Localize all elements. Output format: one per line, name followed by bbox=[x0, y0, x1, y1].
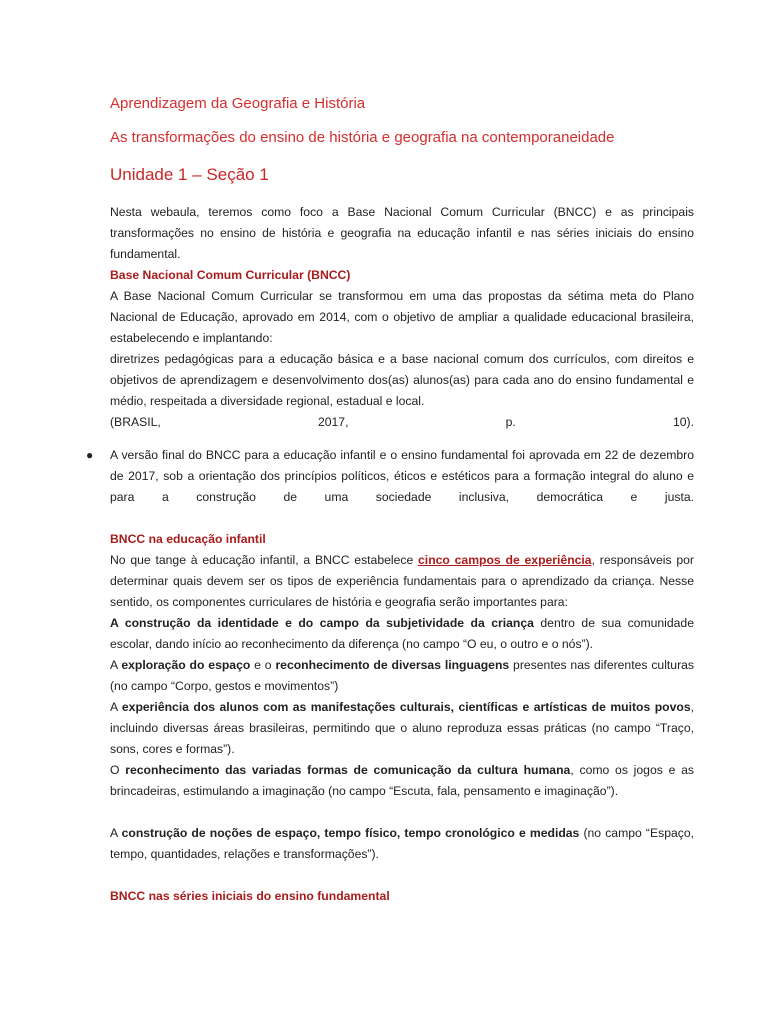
infantil-item-2: A exploração do espaço e o reconhecimento de diversas linguagens presentes nas diferentes culturas (no campo “Corpo, gestos e movimentos”) bbox=[110, 658, 695, 693]
document-subtitle: As transformações do ensino de história e geografia na contemporaneidade bbox=[110, 129, 615, 146]
infantil-item-4: O reconhecimento das variadas formas de comunicação da cultura humana, como os jogos e as brincadeiras, estimulando a imaginação (no campo “Escuta, fala, pensamento e imaginação”). bbox=[110, 763, 695, 798]
infantil-item-1: A construção da identidade e do campo da subjetividade da criança dentro de sua comunidade escolar, dando início ao reconhecimento da diferença (no campo “O eu, o outro e o nós”). bbox=[110, 616, 694, 651]
bullet-item bbox=[86, 445, 694, 508]
unit-heading: Unidade 1 – Seção 1 bbox=[110, 165, 269, 184]
campos-link[interactable]: cinco campos de experiência bbox=[418, 553, 592, 567]
infantil-item-3: A experiência dos alunos com as manifestações culturais, científicas e artísticas de muitos povos, incluindo diversas áreas brasileiras, permitindo que o aluno reproduza essas práticas (no campo “Traço, sons, cores e formas”). bbox=[110, 700, 694, 756]
intro-paragraph: Nesta webaula, teremos como foco a Base Nacional Comum Curricular (BNCC) e as principais transformações no ensino de história e geografia na educação infantil e nas séries iniciais do ensino fundamental. bbox=[110, 205, 694, 261]
fundamental-heading: BNCC nas séries iniciais do ensino fundamental bbox=[110, 889, 390, 903]
bullet-text: A versão final do BNCC para a educação infantil e o ensino fundamental foi aprovada em 22 de dezembro de 2017, sob a orientação dos princípios políticos, éticos e estéticos para a formação integral do aluno e para a construção de uma sociedade inclusiva, democrática e justa. bbox=[110, 448, 694, 504]
document-title: Aprendizagem da Geografia e História bbox=[110, 95, 366, 112]
infantil-paragraph: No que tange à educação infantil, a BNCC estabelece cinco campos de experiência, responsáveis por determinar quais devem ser os tipos de experiência fundamentais para o aprendizado da criança. Nesse sentido, os componentes curriculares de história e geografia serão importantes para: bbox=[110, 553, 694, 609]
bncc-heading: Base Nacional Comum Curricular (BNCC) bbox=[110, 268, 351, 282]
bullet-icon: ● bbox=[86, 448, 94, 462]
document-page bbox=[86, 95, 695, 907]
infantil-heading: BNCC na educação infantil bbox=[110, 532, 266, 546]
bncc-paragraph: A Base Nacional Comum Curricular se transformou em uma das propostas da sétima meta do Plano Nacional de Educação, aprovado em 2014, com o objetivo de ampliar a qualidade educacional brasileira, estabelecendo e implantando: bbox=[110, 289, 694, 345]
bncc-quote: diretrizes pedagógicas para a educação básica e a base nacional comum dos currículos, com direitos e objetivos de aprendizagem e desenvolvimento dos(as) alunos(as) para cada ano do ensino fundamental e médio, respeitada a diversidade regional, estadual e local. bbox=[110, 352, 694, 408]
infantil-item-5: A construção de noções de espaço, tempo físico, tempo cronológico e medidas (no campo “Espaço, tempo, quantidades, relações e transformações”). bbox=[110, 826, 695, 861]
bncc-citation: (BRASIL, 2017, p. 10). bbox=[110, 415, 694, 429]
